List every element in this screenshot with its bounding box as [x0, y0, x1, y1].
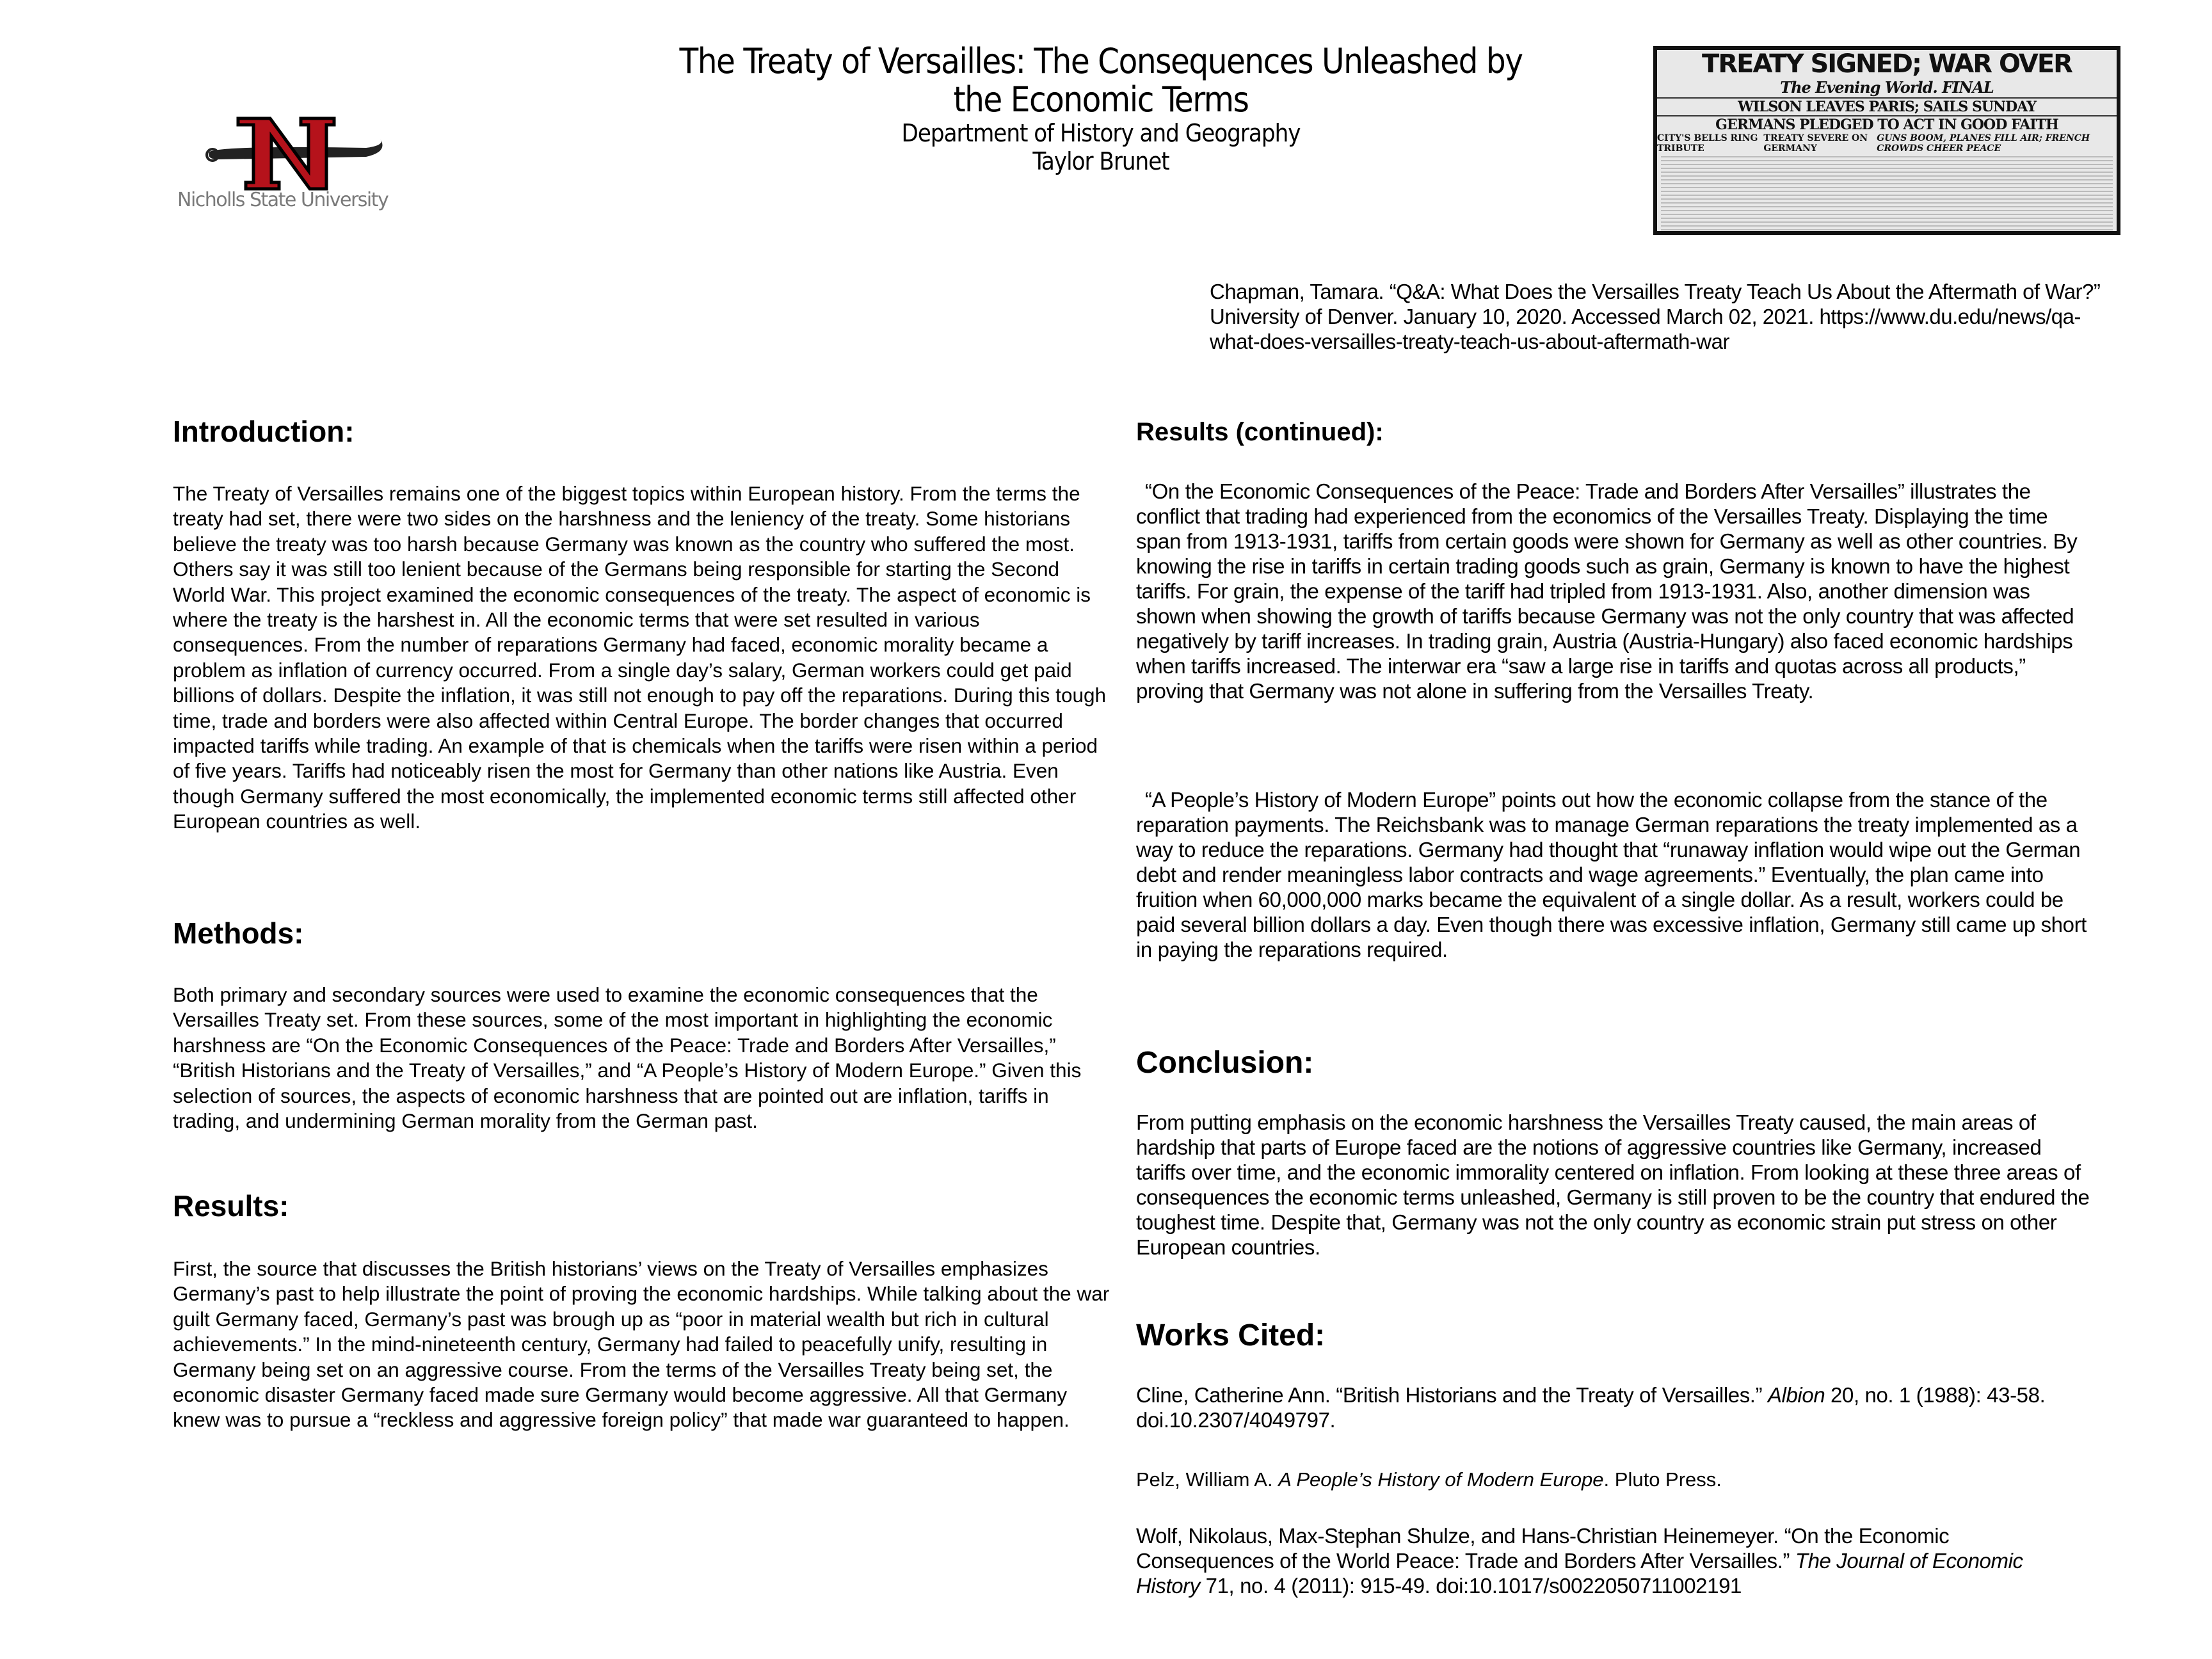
- methods-body: Both primary and secondary sources were used to examine the economic consequences that the Versailles Treaty set. From these sources, some of the most important in highlighting the economic harshness are “On the Economic Consequences of the Peace: Trade and Borders After Versailles,” “British Historians and the Treaty of Versailles,” and “A People’s History of Modern Europe.” Given this selection of sources, the aspects of economic harshness that are pointed out are inflation, tariffs in trading, and undermining German morality from the German past.: [173, 983, 1082, 1133]
- results-continued-heading: Results (continued):: [1136, 418, 1384, 446]
- conclusion-heading: Conclusion:: [1136, 1046, 1314, 1080]
- citation-text: Cline, Catherine Ann. “British Historians and the Treaty of Versailles.”: [1136, 1383, 1768, 1407]
- newspaper-masthead: [1657, 78, 2117, 97]
- subhead: GUNS BOOM, PLANES FILL AIR; FRENCH CROWDS CHEER PEACE: [1877, 133, 2090, 154]
- methods-heading: Methods:: [173, 917, 304, 950]
- citation-text: Wolf, Nikolaus, Max-Stephan Shulze, and Hans-Christian Heinemeyer. “On the Economic Consequences of the World Peace: Trade and Borders After Versailles.”: [1136, 1524, 1950, 1573]
- university-name: Nicholls State University: [177, 189, 389, 211]
- newspaper-line3: GERMANS PLEDGED TO ACT IN GOOD FAITH: [1657, 115, 2117, 133]
- citation-text: . Pluto Press.: [1603, 1468, 1722, 1491]
- citation-chapman: Chapman, Tamara. “Q&A: What Does the Versailles Treaty Teach Us About the Aftermath of War?” University of Denver. January 10, 2020. Accessed March 02, 2021. https://www.du.edu/news/qa-what-does-versailles-treaty-teach-us-about-aftermath-war: [1210, 280, 2101, 353]
- university-logo: [174, 107, 408, 216]
- introduction-body: The Treaty of Versailles remains one of the biggest topics within European history. From the terms the treaty had set, there were two sides on the harshness and the leniency of the treaty. Some historians believe the treaty was too harsh because Germany was known as the country who suffered the most. Others say it was still too lenient because of the Germans being responsible for starting the Second World War. This project examined the economic consequences of the treaty. The aspect of economic is where the treaty is the harshest in. All the economic terms that were set resulted in various consequences. From the number of reparations Germany had faced, economic morality became a problem as inflation of currency occurred. From a single day’s salary, German workers could get paid billions of dollars. Despite the inflation, it was still not enough to pay off the reparations. During this tough time, trade and borders were also affected within Central Europe. The border changes that occurred impacted tariffs while trading. An example of that is chemicals when the tariffs were risen within a period of five years. Tariffs had noticeably risen the most for Germany than other nations like Austria. Even though Germany suffered the most economically, the implemented economic terms still affected other European countries as well.: [173, 482, 1107, 833]
- citation-text: 71, no. 4 (2011): 915-49. doi:10.1017/s0022050711002191: [1199, 1574, 1742, 1598]
- masthead-text: The Evening World.: [1780, 78, 1937, 97]
- works-cited-heading: Works Cited:: [1136, 1318, 1326, 1352]
- newspaper-line2: WILSON LEAVES PARIS; SAILS SUNDAY: [1657, 97, 2117, 115]
- citation-pelz: [1136, 1467, 2090, 1492]
- results-continued-para2: “A People’s History of Modern Europe” points out how the economic collapse from the stance of the reparation payments. The Reichsbank was to manage German reparations the treaty implemented as a way to reduce the reparations. Germany had thought that “runaway inflation would wipe out the German debt and render meaningless labor contracts and wage agreements.” Eventually, the plan came into fruition when 60,000,000 marks became the equivalent of a single dollar. As a result, workers could be paid several billion dollars a day. Even though there was excessive inflation, Germany still came up short in paying the reparations required.: [1136, 788, 2087, 961]
- citation-cline: [1136, 1382, 2090, 1432]
- newspaper-columns: [1661, 156, 2113, 231]
- journal-title: The Journal of Economic History: [1136, 1549, 2023, 1598]
- citation-wolf: [1136, 1523, 2090, 1598]
- poster-title-line1: The Treaty of Versailles: The Consequences Unleashed by: [679, 41, 1523, 81]
- newspaper-image: [1653, 46, 2120, 235]
- poster-header: [563, 42, 1639, 175]
- book-title: A People’s History of Modern Europe: [1278, 1468, 1604, 1491]
- author-name: Taylor Brunet: [1032, 147, 1169, 175]
- department-name: Department of History and Geography: [901, 119, 1301, 147]
- citation-text: 20, no. 1 (1988): 43-58. doi.10.2307/4049797.: [1136, 1383, 2046, 1432]
- results-heading: Results:: [173, 1189, 289, 1222]
- subhead: CITY'S BELLS RING TRIBUTE: [1657, 133, 1758, 154]
- conclusion-body: From putting emphasis on the economic harshness the Versailles Treaty caused, the main areas of hardship that parts of Europe faced are the notions of aggressive countries like Germany, increased tariffs over time, and the economic immorality centered on inflation. From looking at these three areas of consequences the economic terms unleashed, Germany is still proven to be the country that endured the toughest time. Despite that, Germany was not the only country as economic strain put stress on other European countries.: [1136, 1110, 2090, 1259]
- newspaper-headline: TREATY SIGNED; WAR OVER: [1702, 50, 2072, 79]
- subhead: TREATY SEVERE ON GERMANY: [1763, 133, 1868, 154]
- edition-text: FINAL: [1942, 78, 1994, 97]
- introduction-heading: Introduction:: [173, 415, 355, 448]
- results-body: First, the source that discusses the British historians’ views on the Treaty of Versailles emphasizes Germany’s past to help illustrate the point of proving the economic hardships. While talking about the war guilt Germany faced, Germany’s past was brough up as “poor in material wealth but rich in cultural achievements.” In the mind-nineteenth century, Germany had failed to peacefully unify, resulting in Germany being set on an aggressive course. From the terms of the Versailles Treaty being set, the economic disaster Germany faced made sure Germany would become aggressive. All that Germany knew was to pursue a “reckless and aggressive foreign policy” that made war guaranteed to happen.: [173, 1257, 1110, 1432]
- results-continued-para1: “On the Economic Consequences of the Peace: Trade and Borders After Versailles” illustrates the conflict that trading had experienced from the economics of the Versailles Treaty. Displaying the time span from 1913-1931, tariffs from certain goods were shown for Germany as well as other countries. By knowing the rise in tariffs in certain trading goods such as grain, Germany is known to have the highest tariffs. For grain, the expense of the tariff had tripled from 1913-1931. Also, another dimension was shown when showing the growth of tariffs because Germany was not the only country that was affected negatively by tariff increases. In trading grain, Austria (Austria-Hungary) also faced economic hardships when tariffs increased. The interwar era “saw a large rise in tariffs and quotas across all products,” proving that Germany was not alone in suffering from the Versailles Treaty.: [1136, 479, 2078, 703]
- citation-text: Pelz, William A.: [1136, 1468, 1279, 1491]
- poster-title-line2: the Economic Terms: [953, 79, 1249, 120]
- journal-title: Albion: [1767, 1383, 1825, 1407]
- newspaper-subheads: [1657, 133, 2117, 154]
